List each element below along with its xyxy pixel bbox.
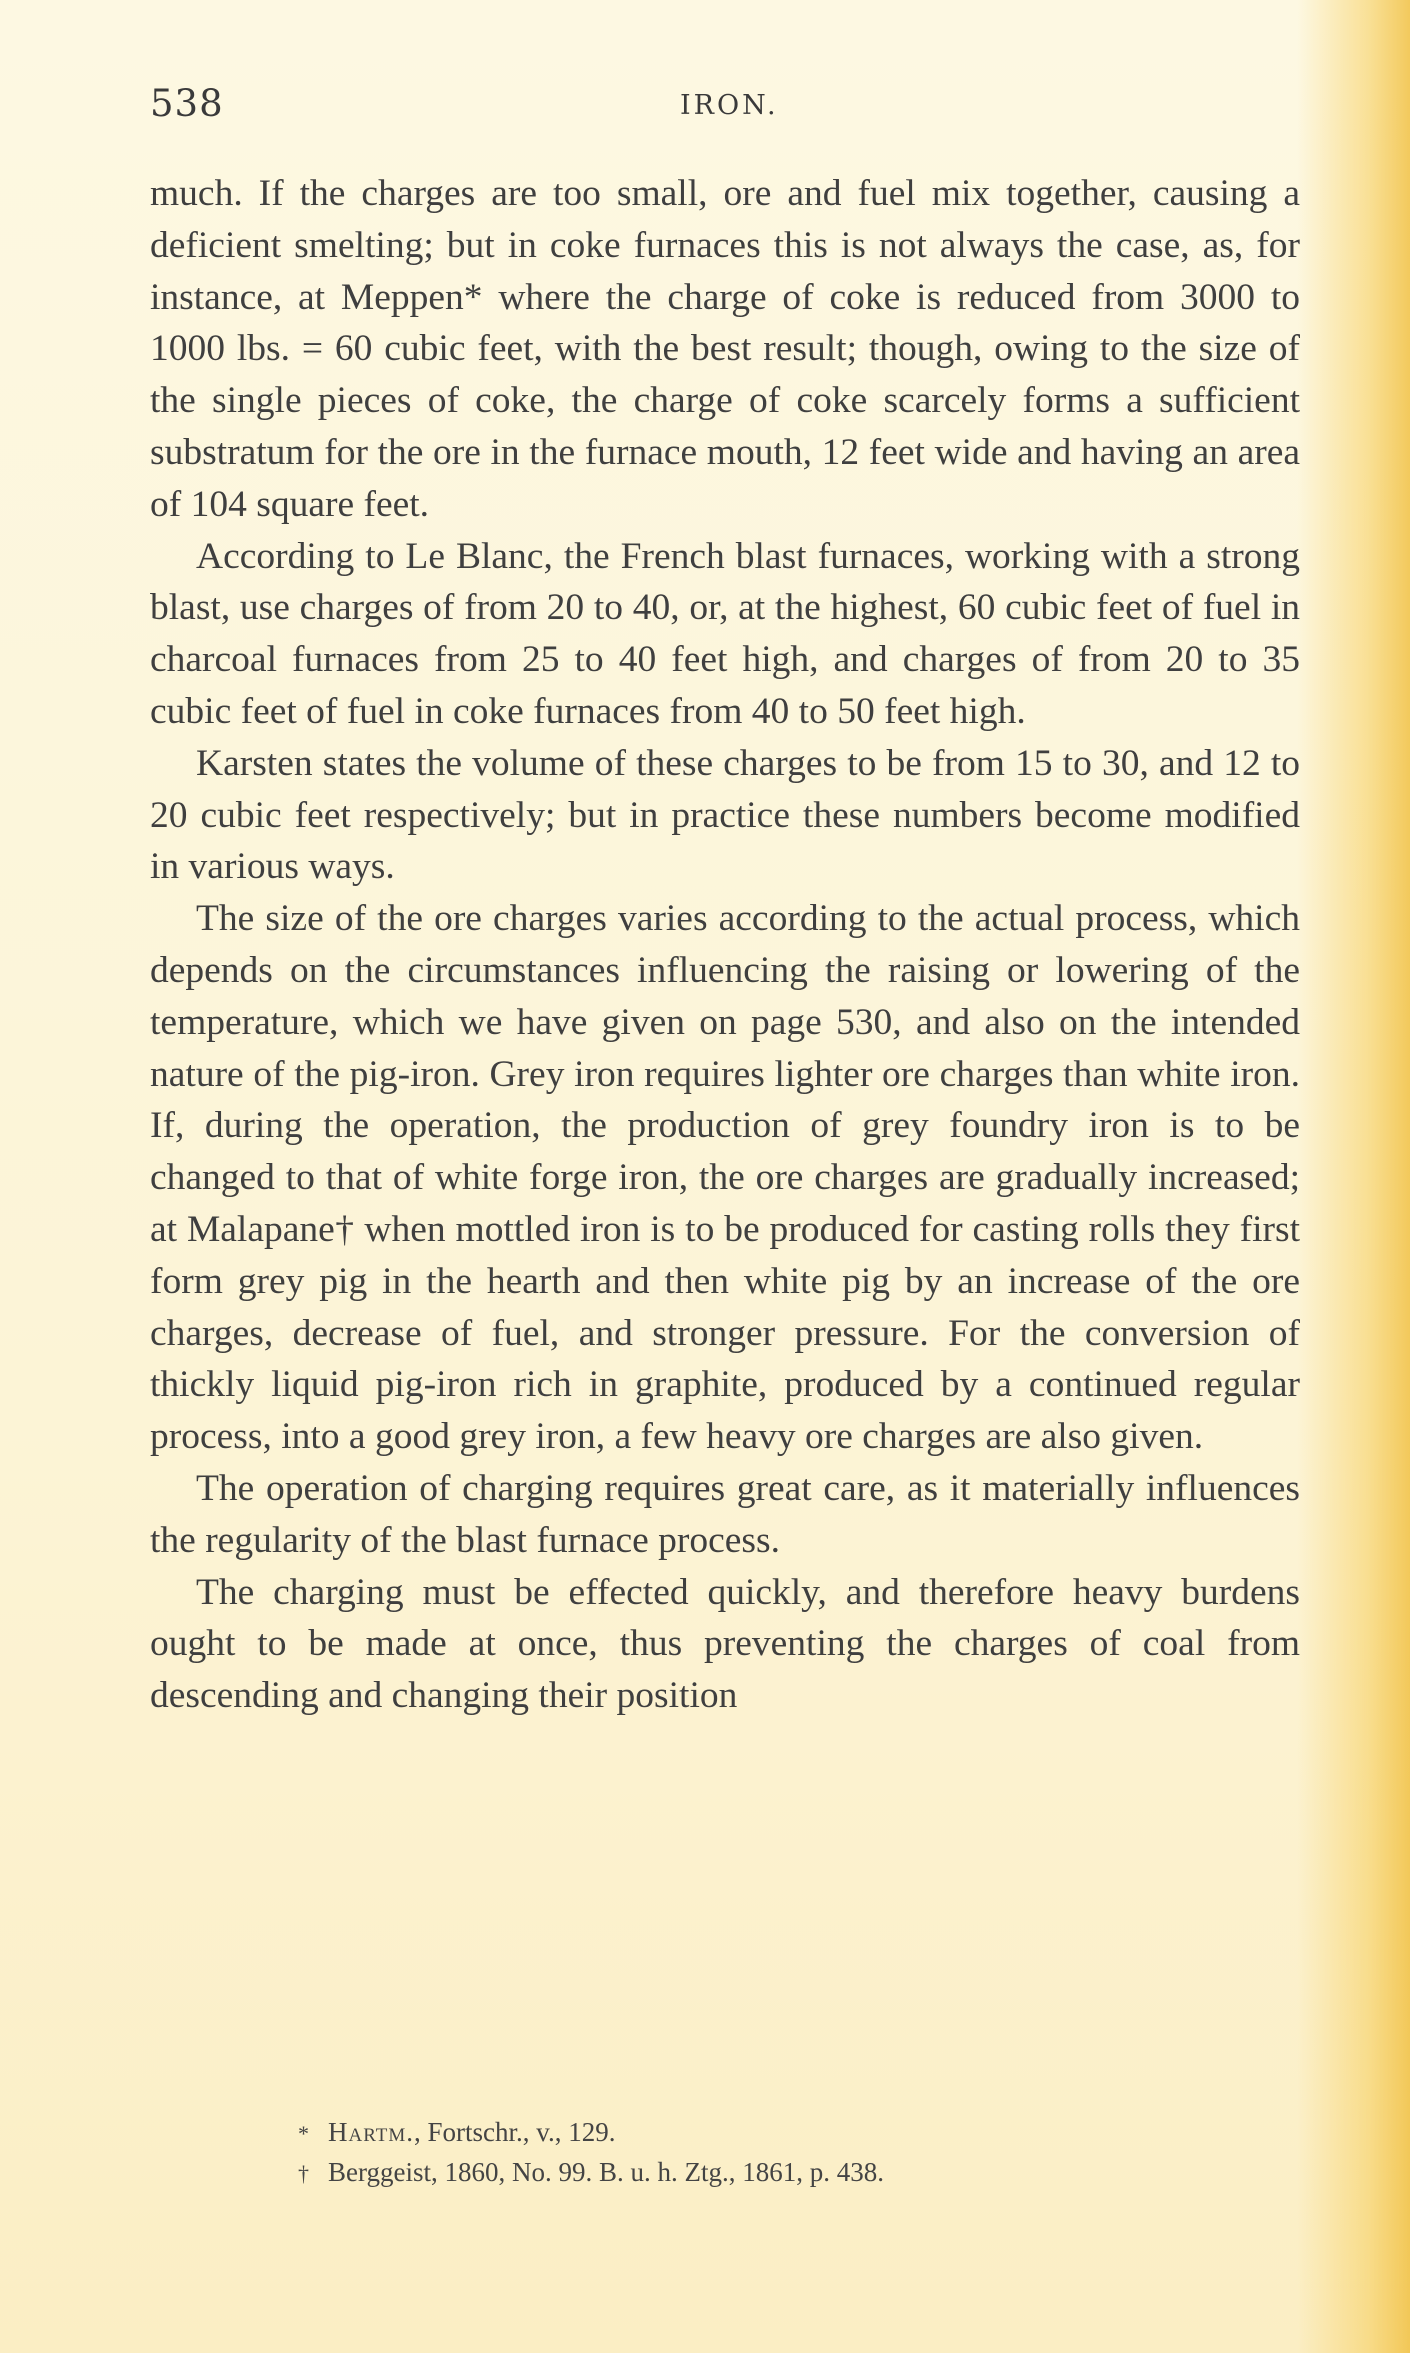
footnotes (298, 2113, 1198, 2193)
paragraph-continuation: much. If the charges are too small, ore and fuel mix together, causing a deficient smelting; but in coke furnaces this is not always the case, as, for instance, at Meppen* where the charge of coke is reduced from 3000 to 1000 lbs. = 60 cubic feet, with the best result; though, owing to the size of the single pieces of coke, the charge of coke scarcely forms a sufficient substratum for the ore in the furnace mouth, 12 feet wide and having an area of 104 square feet. (150, 173, 1300, 525)
footnote-author: Hartm. (328, 2117, 415, 2147)
paragraph-charging-quickly: The charging must be effected quickly, and therefore heavy burdens ought to be made at once, thus preventing the charges of coal from descending and changing their position (150, 1571, 1300, 1717)
footnote-mark: * (298, 2121, 309, 2146)
footnote-mark: † (298, 2161, 309, 2186)
running-head (150, 82, 1300, 130)
footnote (298, 2153, 1198, 2193)
footnote (298, 2113, 1198, 2153)
footnote-text: , Fortschr., v., 129. (414, 2117, 616, 2147)
paragraph-ore-charges: The size of the ore charges varies according to the actual process, which depends on the circumstances influencing the raising or lowering of the temperature, which we have given on page 530, and also on the intended nature of the pig-iron. Grey iron requires lighter ore charges than white iron. If, during the operation, the production of grey foundry iron is to be changed to that of white forge iron, the ore charges are gradually increased; at Malapane† when mottled iron is to be produced for casting rolls they first form grey pig in the hearth and then white pig by an increase of the ore charges, decrease of fuel, and stronger pressure. For the conversion of thickly liquid pig-iron rich in graphite, produced by a continued regular process, into a good grey iron, a few heavy ore charges are also given. (150, 898, 1300, 1458)
paragraph-charging-care: The operation of charging requires great care, as it materially influences the regularity of the blast furnace process. (150, 1467, 1300, 1561)
paragraph-karsten: Karsten states the volume of these charges to be from 15 to 30, and 12 to 20 cubic feet respectively; but in practice these numbers become modified in various ways. (150, 742, 1300, 888)
running-title: IRON. (680, 90, 779, 121)
footnote-text: Berggeist, 1860, No. 99. B. u. h. Ztg., 1861, p. 438. (328, 2157, 884, 2187)
paragraph-le-blanc: According to Le Blanc, the French blast furnaces, working with a strong blast, use charges of from 20 to 40, or, at the highest, 60 cubic feet of fuel in charcoal furnaces from 25 to 40 feet high, and charges of from 20 to 35 cubic feet of fuel in coke furnaces from 40 to 50 feet high. (150, 535, 1300, 732)
page-number: 538 (150, 82, 224, 125)
body-text (150, 168, 1300, 1722)
